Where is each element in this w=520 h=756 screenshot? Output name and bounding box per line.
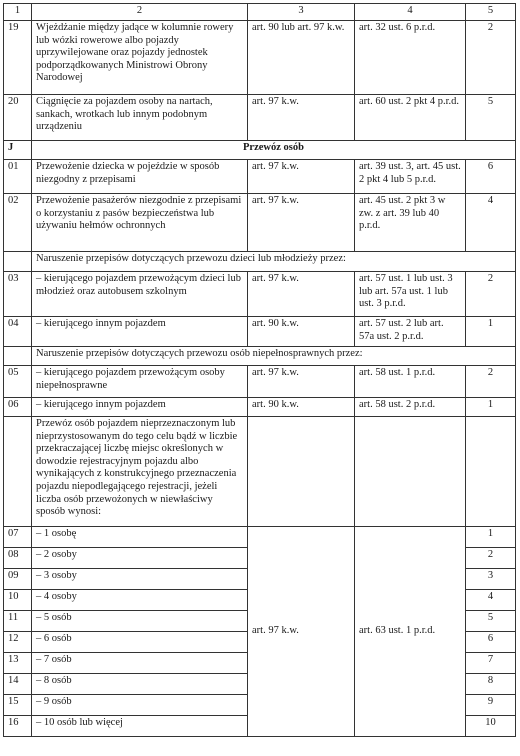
- section-code: J: [4, 141, 32, 160]
- group-heading-row: [4, 417, 516, 527]
- section-header-row: [4, 141, 516, 160]
- traffic-law-reference: art. 57 ust. 2 lub art. 57a ust. 2 p.r.d.: [355, 317, 466, 347]
- traffic-law-reference: art. 57 ust. 1 lub ust. 3 lub art. 57a ust. 1 lub ust. 3 p.r.d.: [355, 272, 466, 317]
- column-number: 4: [355, 4, 466, 21]
- row-number: 06: [4, 398, 32, 417]
- offence-code-reference: art. 90 k.w.: [248, 398, 355, 417]
- violation-description: Przewożenie pasażerów niezgodnie z przepisami o korzystaniu z pasów bezpieczeństwa lub używaniu hełmów ochronnych: [32, 194, 248, 252]
- penalty-points: 5: [466, 95, 516, 141]
- violation-description: Ciągnięcie za pojazdem osoby na nartach, sankach, wrotkach lub innym podobnym urządzeniu: [32, 95, 248, 141]
- violation-description: – kierującego pojazdem przewożącym osoby niepełnosprawne: [32, 366, 248, 398]
- violation-description: – 5 osób: [32, 611, 248, 632]
- penalty-points: 3: [466, 569, 516, 590]
- row-number: 01: [4, 160, 32, 194]
- row-number: 15: [4, 695, 32, 716]
- violation-description: Przewożenie dziecka w pojeździe w sposób niezgodny z przepisami: [32, 160, 248, 194]
- table-row: [4, 398, 516, 417]
- row-number: 05: [4, 366, 32, 398]
- violation-description: – kierującego innym pojazdem: [32, 398, 248, 417]
- row-number: 02: [4, 194, 32, 252]
- traffic-law-reference: art. 58 ust. 1 p.r.d.: [355, 366, 466, 398]
- violation-description: – kierującego pojazdem przewożącym dzieci lub młodzież oraz autobusem szkolnym: [32, 272, 248, 317]
- table-row: [4, 160, 516, 194]
- group-heading-row: [4, 252, 516, 272]
- violation-description: – 2 osoby: [32, 548, 248, 569]
- column-number: 2: [32, 4, 248, 21]
- penalty-points: 1: [466, 527, 516, 548]
- column-number: 5: [466, 4, 516, 21]
- penalty-points: 4: [466, 590, 516, 611]
- row-number: 07: [4, 527, 32, 548]
- group-heading: Naruszenie przepisów dotyczących przewozu osób niepełnosprawnych przez:: [32, 347, 516, 366]
- offence-code-reference: art. 90 lub art. 97 k.w.: [248, 21, 355, 95]
- row-number: 09: [4, 569, 32, 590]
- row-number: 11: [4, 611, 32, 632]
- column-number-header-row: [4, 4, 516, 21]
- group-heading: Naruszenie przepisów dotyczących przewozu dzieci lub młodzieży przez:: [32, 252, 516, 272]
- violation-description: – 8 osób: [32, 674, 248, 695]
- group-heading: Przewóz osób pojazdem nieprzeznaczonym lub nieprzystosowanym do tego celu bądź w liczbie przekraczającej liczbę miejsc określonych w dowodzie rejestracyjnym pojazdu albo wynikających z konstrukcyjnego przeznaczenia pojazdu niepodlegającego rejestracji, jeżeli liczba osób przewożonych w niewłaściwy sposób wynosi:: [32, 417, 248, 527]
- table-row: [4, 95, 516, 141]
- row-number: 20: [4, 95, 32, 141]
- traffic-law-reference: art. 60 ust. 2 pkt 4 p.r.d.: [355, 95, 466, 141]
- table-row: [4, 527, 516, 548]
- violation-description: – 4 osoby: [32, 590, 248, 611]
- penalty-points: 4: [466, 194, 516, 252]
- row-number: 14: [4, 674, 32, 695]
- offence-code-reference: art. 97 k.w.: [248, 95, 355, 141]
- row-number: 13: [4, 653, 32, 674]
- offence-code-reference: art. 97 k.w.: [248, 160, 355, 194]
- penalty-points: 1: [466, 398, 516, 417]
- row-number: 08: [4, 548, 32, 569]
- penalty-points: 6: [466, 160, 516, 194]
- violation-description: – 10 osób lub więcej: [32, 716, 248, 737]
- offence-code-reference: art. 97 k.w.: [248, 527, 355, 737]
- row-number: 12: [4, 632, 32, 653]
- penalty-points: 1: [466, 317, 516, 347]
- traffic-law-reference: art. 39 ust. 3, art. 45 ust. 2 pkt 4 lub 5 p.r.d.: [355, 160, 466, 194]
- traffic-law-reference: art. 32 ust. 6 p.r.d.: [355, 21, 466, 95]
- violation-description: – kierującego innym pojazdem: [32, 317, 248, 347]
- violation-description: – 6 osób: [32, 632, 248, 653]
- violations-table: [3, 3, 516, 737]
- violation-description: Wjeżdżanie między jadące w kolumnie rowery lub wózki rowerowe albo pojazdy uprzywilejowane oraz pojazdy jednostek podporządkowanych Ministrowi Obrony Narodowej: [32, 21, 248, 95]
- penalty-points: 5: [466, 611, 516, 632]
- traffic-law-reference: art. 58 ust. 2 p.r.d.: [355, 398, 466, 417]
- column-number: 1: [4, 4, 32, 21]
- violation-description: – 9 osób: [32, 695, 248, 716]
- penalty-points: 2: [466, 21, 516, 95]
- row-number: 16: [4, 716, 32, 737]
- traffic-law-reference: art. 45 ust. 2 pkt 3 w zw. z art. 39 lub 40 p.r.d.: [355, 194, 466, 252]
- row-number: 10: [4, 590, 32, 611]
- penalty-points: 2: [466, 272, 516, 317]
- violation-description: – 7 osób: [32, 653, 248, 674]
- traffic-law-reference: art. 63 ust. 1 p.r.d.: [355, 527, 466, 737]
- table-row: [4, 21, 516, 95]
- group-heading-row: [4, 347, 516, 366]
- table-row: [4, 272, 516, 317]
- section-title: Przewóz osób: [32, 141, 516, 160]
- column-number: 3: [248, 4, 355, 21]
- offence-code-reference: art. 97 k.w.: [248, 366, 355, 398]
- offence-code-reference: art. 97 k.w.: [248, 272, 355, 317]
- violation-description: – 1 osobę: [32, 527, 248, 548]
- penalty-points: 9: [466, 695, 516, 716]
- row-number: 03: [4, 272, 32, 317]
- penalty-points: 2: [466, 548, 516, 569]
- penalty-points: 2: [466, 366, 516, 398]
- penalty-points: 10: [466, 716, 516, 737]
- offence-code-reference: art. 90 k.w.: [248, 317, 355, 347]
- row-number: 19: [4, 21, 32, 95]
- offence-code-reference: art. 97 k.w.: [248, 194, 355, 252]
- table-row: [4, 366, 516, 398]
- table-row: [4, 317, 516, 347]
- table-row: [4, 194, 516, 252]
- violation-description: – 3 osoby: [32, 569, 248, 590]
- penalty-points: 7: [466, 653, 516, 674]
- penalty-points: 6: [466, 632, 516, 653]
- penalty-points: 8: [466, 674, 516, 695]
- row-number: 04: [4, 317, 32, 347]
